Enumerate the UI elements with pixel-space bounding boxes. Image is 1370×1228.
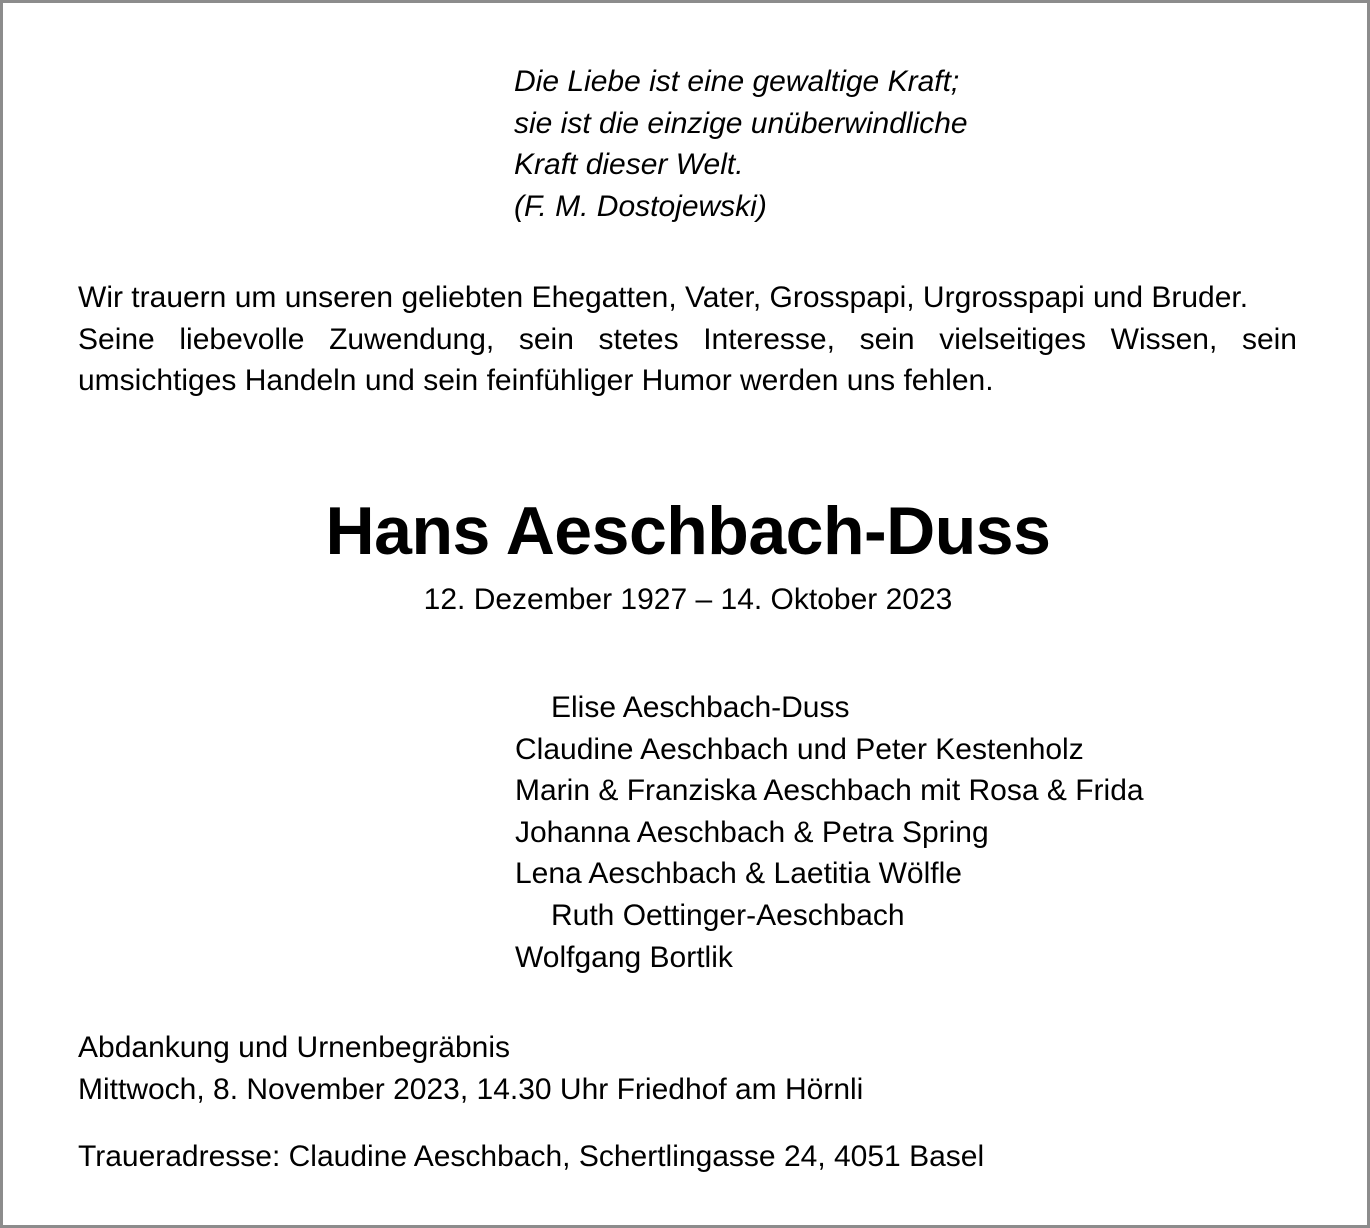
family-list xyxy=(515,687,1144,978)
quote-author: (F. M. Dostojewski) xyxy=(514,189,767,223)
family-member: Wolfgang Bortlik xyxy=(515,940,733,974)
deceased-name: Hans Aeschbach-Duss xyxy=(325,493,1051,569)
family-member: Elise Aeschbach-Duss xyxy=(551,691,850,724)
life-dates: 12. Dezember 1927 – 14. Oktober 2023 xyxy=(423,583,953,616)
quote-line: sie ist die einzige unüberwindliche xyxy=(514,106,968,140)
quote-line: Die Liebe ist eine gewaltige Kraft; xyxy=(514,65,960,98)
intro-paragraph: Wir trauern um unseren geliebten Ehegatten, Vater, Grosspapi, Urgrosspapi und Bruder. xyxy=(78,281,1249,314)
intro-paragraph: Seine liebevolle Zuwendung, sein stetes Interesse, sein vielseitiges Wissen, sein umsichtiges Handeln und sein feinfühliger Humor werden uns fehlen. xyxy=(78,322,1297,397)
funeral-info xyxy=(78,1027,863,1110)
family-member: Ruth Oettinger-Aeschbach xyxy=(551,898,905,932)
quote-line: Kraft dieser Welt. xyxy=(514,148,744,181)
funeral-title: Abdankung und Urnenbegräbnis xyxy=(78,1031,510,1064)
mourning-address: Traueradresse: Claudine Aeschbach, Schertlingasse 24, 4051 Basel xyxy=(78,1140,985,1173)
quote-block xyxy=(514,61,968,227)
family-member: Johanna Aeschbach & Petra Spring xyxy=(515,815,989,849)
family-member: Lena Aeschbach & Laetitia Wölfle xyxy=(515,857,962,891)
funeral-details: Mittwoch, 8. November 2023, 14.30 Uhr Friedhof am Hörnli xyxy=(78,1072,864,1106)
family-member: Claudine Aeschbach und Peter Kestenholz xyxy=(515,732,1084,766)
family-member: Marin & Franziska Aeschbach mit Rosa & Frida xyxy=(515,774,1144,808)
intro-text xyxy=(78,277,1297,402)
